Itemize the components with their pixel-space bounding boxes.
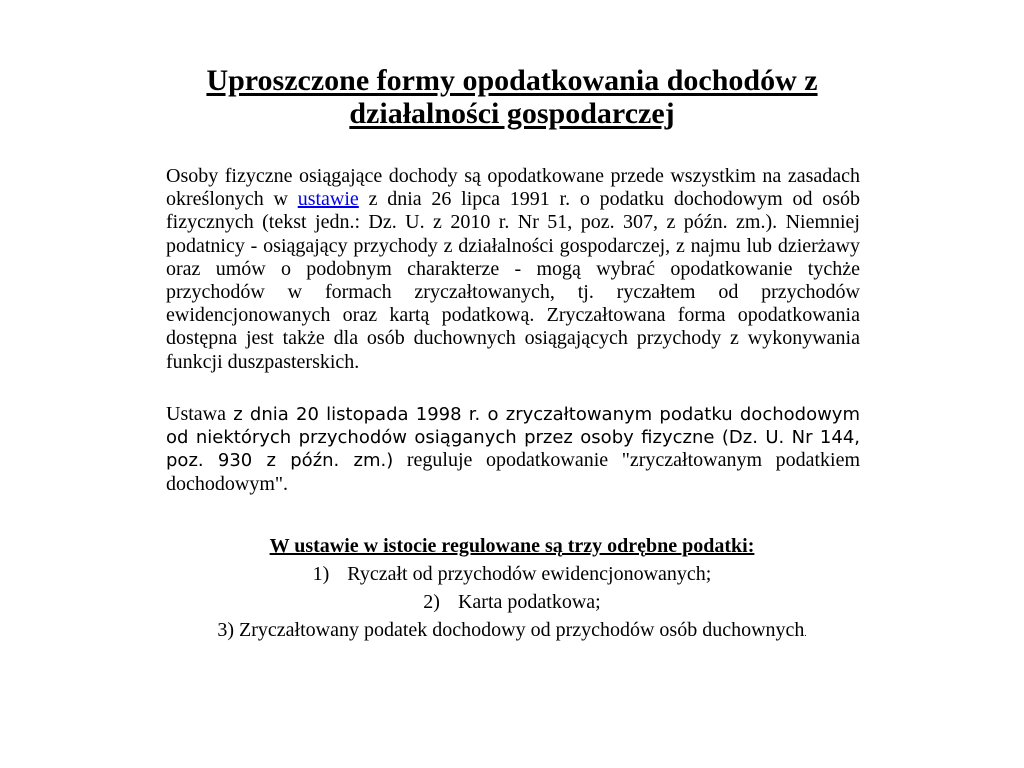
slide-title: Uproszczone formy opodatkowania dochodów z działalności gospodarczej: [206, 64, 818, 130]
list-trailing-mark: .: [804, 628, 807, 638]
intro-paragraph: [166, 165, 860, 374]
list-item: [180, 617, 844, 646]
intro-text-start: Osoby fizyczne osiągające dochody są opodatkowane przede wszystkim na zasadach określonych w: [166, 165, 860, 211]
act-reference: z dnia 20 listopada 1998 r. o zryczałtowanym podatku dochodowym od niektórych przychodów osiąganych przez osoby fizyczne (Dz. U. Nr 144, poz. 930 z późn. zm.): [166, 404, 860, 472]
list-item: [180, 589, 844, 615]
list-item-text: Ryczałt od przychodów ewidencjonowanych;: [347, 563, 712, 585]
taxes-subheading: W ustawie w istocie regulowane są trzy odrębne podatki:: [269, 535, 755, 557]
tax-list: [180, 561, 844, 648]
act-tail: reguluje opodatkowanie "zryczałtowanym podatkiem dochodowym".: [166, 449, 860, 495]
act-paragraph: [166, 403, 860, 496]
act-lead: Ustawa: [166, 403, 226, 425]
list-item-number: 2): [423, 591, 440, 613]
list-item-text: Zryczałtowany podatek dochodowy od przychodów osób duchownych: [239, 619, 805, 641]
intro-text-end: z dnia 26 lipca 1991 r. o podatku dochodowym od osób fizycznych (tekst jedn.: Dz. U. z 2010 r. Nr 51, poz. 307, z późn. zm.). Niemniej podatnicy - osiągający przychody z działalności gospodarczej, z najmu lub dzierżawy oraz umów o podobnym charakterze - mogą wybrać opodatkowanie tychże przychodów w formach zryczałtowanych, tj. ryczałtem od przychodów ewidencjonowanych oraz kartą podatkową. Zryczałtowana forma opodatkowania dostępna jest także dla osób duchownych osiągających przychody z wykonywania funkcji duszpasterskich.: [166, 188, 860, 373]
law-link[interactable]: ustawie: [297, 188, 359, 211]
list-item-number: 3): [217, 619, 234, 641]
list-item: [180, 561, 844, 587]
list-item-number: 1): [312, 563, 330, 585]
list-item-text: Karta podatkowa;: [457, 591, 601, 613]
